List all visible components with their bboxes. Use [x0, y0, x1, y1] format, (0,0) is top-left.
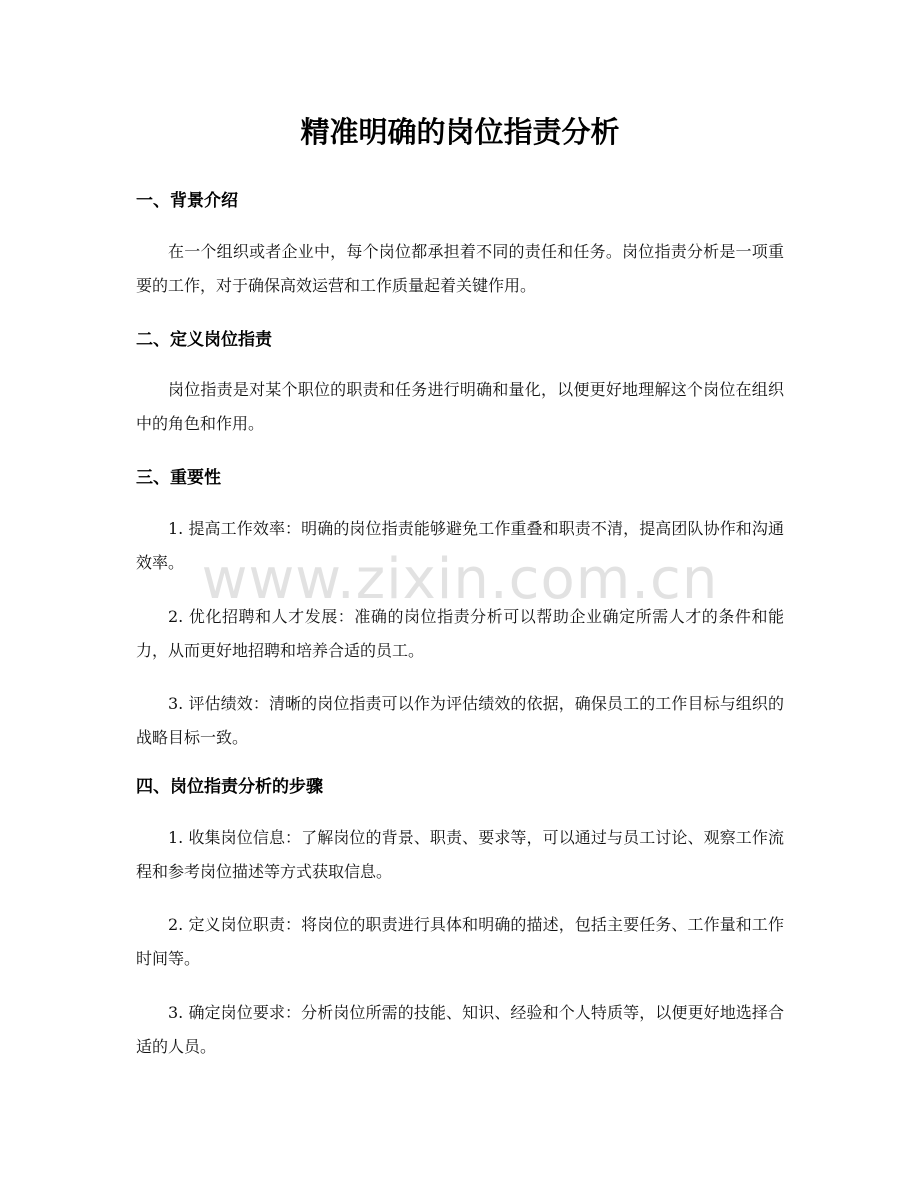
- watermark-text: www.zixin.com.cn: [201, 547, 719, 612]
- section-heading-steps: 四、岗位指责分析的步骤: [136, 777, 323, 797]
- list-item-step-3: 3. 确定岗位要求：分析岗位所需的技能、知识、经验和个人特质等，以便更好地选择合适的人员。: [136, 1003, 784, 1056]
- section-heading-background: 一、背景介绍: [136, 191, 238, 211]
- paragraph-background: 在一个组织或者企业中，每个岗位都承担着不同的责任和任务。岗位指责分析是一项重要的工作，对于确保高效运营和工作质量起着关键作用。: [136, 242, 784, 295]
- section-heading-importance: 三、重要性: [136, 468, 221, 488]
- list-item-step-1: 1. 收集岗位信息：了解岗位的背景、职责、要求等，可以通过与员工讨论、观察工作流程和参考岗位描述等方式获取信息。: [136, 828, 784, 881]
- list-item-step-2: 2. 定义岗位职责：将岗位的职责进行具体和明确的描述，包括主要任务、工作量和工作时间等。: [136, 915, 784, 968]
- list-item-importance-3: 3. 评估绩效：清晰的岗位指责可以作为评估绩效的依据，确保员工的工作目标与组织的战略目标一致。: [136, 694, 784, 747]
- list-item-importance-1: 1. 提高工作效率：明确的岗位指责能够避免工作重叠和职责不清，提高团队协作和沟通效率。: [136, 519, 784, 572]
- list-item-importance-2: 2. 优化招聘和人才发展：准确的岗位指责分析可以帮助企业确定所需人才的条件和能力，从而更好地招聘和培养合适的员工。: [136, 607, 784, 660]
- document-title: 精准明确的岗位指责分析: [300, 115, 620, 149]
- section-heading-definition: 二、定义岗位指责: [136, 330, 272, 350]
- paragraph-definition: 岗位指责是对某个职位的职责和任务进行明确和量化，以便更好地理解这个岗位在组织中的角色和作用。: [136, 380, 784, 433]
